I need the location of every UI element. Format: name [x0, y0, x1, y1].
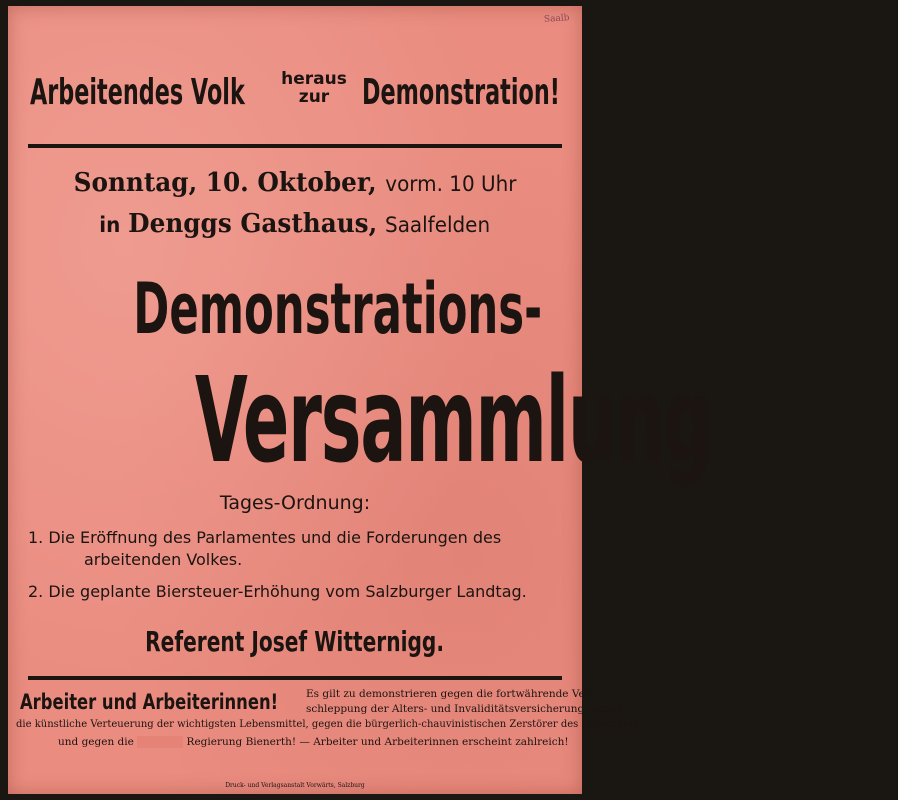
title-versammlung: Versammlung — [194, 351, 711, 489]
agenda-item-1 — [28, 528, 568, 547]
footer-text-4a: und gegen die — [58, 736, 134, 748]
headline — [26, 68, 566, 140]
footer-text-4b: Regierung Bienerth! — Arbeiter und Arbeiterinnen erscheint zahlreich! — [186, 736, 569, 748]
divider-bottom — [28, 676, 562, 680]
title-demonstrations: Demonstrations- — [133, 268, 543, 350]
venue-prefix: in — [99, 213, 121, 237]
headline-middle — [278, 70, 350, 106]
speaker: Referent Josef Witternigg. — [145, 625, 445, 658]
censored-blot — [137, 736, 183, 748]
footer-text-3: die künstliche Verteuerung der wichtigsten Lebensmittel, gegen die bürgerlich-chauvinistischen Zerstörer des Parlaments — [16, 719, 639, 730]
footer-text-1: Es gilt zu demonstrieren gegen die fortwährende Ver- — [306, 688, 594, 700]
headline-right: Demonstration! — [362, 72, 560, 113]
venue-town: Saalfelden — [385, 213, 491, 237]
date-line — [8, 168, 582, 198]
headline-middle-top: heraus — [281, 69, 347, 89]
agenda-item-2-text: Die geplante Biersteuer-Erhöhung vom Salzburger Landtag. — [48, 582, 527, 601]
venue-line — [8, 209, 582, 239]
agenda-item-2 — [28, 582, 568, 601]
footer-text-2: schleppung der Alters- und Invaliditätsversicherung, gegen — [306, 703, 624, 715]
date-time: vorm. 10 Uhr — [385, 172, 517, 196]
agenda-item-2-num: 2. — [28, 582, 44, 601]
footer-text-4 — [58, 736, 569, 748]
headline-middle-bottom: zur — [298, 87, 330, 107]
archive-stamp: Saalb — [544, 13, 571, 25]
date-main: Sonntag, 10. Oktober, — [73, 168, 377, 198]
agenda-item-1-num: 1. — [28, 528, 44, 547]
headline-left: Arbeitendes Volk — [30, 72, 245, 113]
agenda-label: Tages-Ordnung: — [219, 492, 371, 514]
divider-top — [28, 144, 562, 148]
agenda-item-1-text: Die Eröffnung des Parlamentes und die Forderungen des — [48, 528, 502, 547]
agenda-item-1-cont: arbeitenden Volkes. — [84, 550, 243, 569]
poster — [8, 6, 711, 794]
footer-heading: Arbeiter und Arbeiterinnen! — [20, 690, 279, 714]
venue-name: Denggs Gasthaus, — [128, 209, 378, 239]
printer-imprint: Druck- und Verlagsanstalt Vorwärts, Salzburg — [225, 782, 365, 789]
